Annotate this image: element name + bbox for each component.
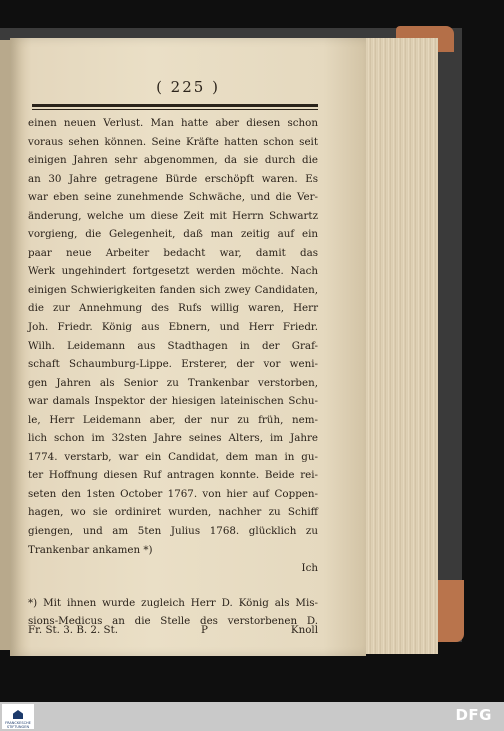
library-logo-text: FRANCKESCHE STIFTUNGEN [5, 721, 31, 729]
footer-catchword: Knoll [290, 624, 318, 636]
body-text [28, 114, 318, 578]
text-line: änderung, welche um diese Zeit mit Herrn Schwartz [28, 209, 318, 222]
text-line: an 30 Jahre getragene Bürde erschöpft waren. Es [28, 172, 318, 185]
viewer-footer-bar [0, 702, 504, 731]
text-line: Trankenbar ankamen *) [28, 543, 153, 556]
text-line: ter Hoffnung diesen Ruf antragen konnte. Beide rei- [28, 469, 318, 482]
footnote-line: sions-Medicus an die Stelle des verstorbenen D. [28, 615, 318, 627]
header-rule [32, 104, 318, 107]
text-line: war eben seine zunehmende Schwäche, und die Ver- [28, 191, 318, 204]
text-line: 1774. verstarb, war ein Candidat, dem man in gu- [28, 450, 318, 463]
footnote-line: *) Mit ihnen wurde zugleich Herr D. König als Mis- [28, 597, 318, 609]
text-line: die zur Annehmung des Rufs willig waren, Herr [28, 302, 318, 315]
text-line: vorgieng, die Gelegenheit, daß man zeitig auf ein [28, 228, 318, 241]
text-line: einen neuen Verlust. Man hatte aber diesen schon [28, 117, 318, 129]
text-line: hagen, wo sie ordiniret wurden, nachher zu Schiff [28, 506, 318, 519]
signature: Fr. St. 3. B. 2. St. [28, 624, 118, 636]
header-rule-thin [32, 109, 318, 110]
page-edges [362, 38, 438, 654]
book-page [10, 38, 366, 656]
page-number: ( 225 ) [156, 78, 220, 96]
text-line: le, Herr Leidemann aber, der nur zu früh, nem- [28, 413, 318, 426]
dfg-logo[interactable]: DFG [455, 706, 492, 724]
text-line: Werk ungehindert fortgesetzt werden möchte. Nach [28, 265, 318, 278]
text-line: giengen, und am 5ten Julius 1768. glücklich zu [28, 525, 318, 538]
catchword: Ich [301, 562, 318, 575]
text-line: Joh. Friedr. König aus Ebnern, und Herr Friedr. [28, 321, 318, 334]
text-line: schaft Schaumburg-Lippe. Ersterer, der vor weni- [28, 358, 318, 371]
library-logo-icon [13, 710, 23, 719]
text-line: war damals Inspektor der hiesigen lateinischen Schu- [28, 395, 318, 408]
text-line: voraus sehen können. Seine Kräfte hatten schon seit [28, 135, 318, 148]
text-line: einigen Jahren sehr abgenommen, da sie durch die [28, 154, 318, 167]
text-line: seten den 1sten October 1767. von hier auf Coppen- [28, 487, 318, 500]
text-line: paar neue Arbeiter bedacht war, damit das [28, 246, 318, 259]
text-line: lich schon im 32sten Jahre seines Alters, im Jahre [28, 432, 318, 445]
text-line: gen Jahren als Senior zu Trankenbar verstorben, [28, 376, 318, 389]
text-line: Wilh. Leidemann aus Stadthagen in der Graf- [28, 339, 318, 352]
library-logo[interactable] [2, 704, 34, 729]
text-line: einigen Schwierigkeiten fanden sich zwey Candidaten, [28, 283, 318, 296]
signature-mark: P [200, 624, 208, 636]
signature-line [28, 624, 318, 636]
